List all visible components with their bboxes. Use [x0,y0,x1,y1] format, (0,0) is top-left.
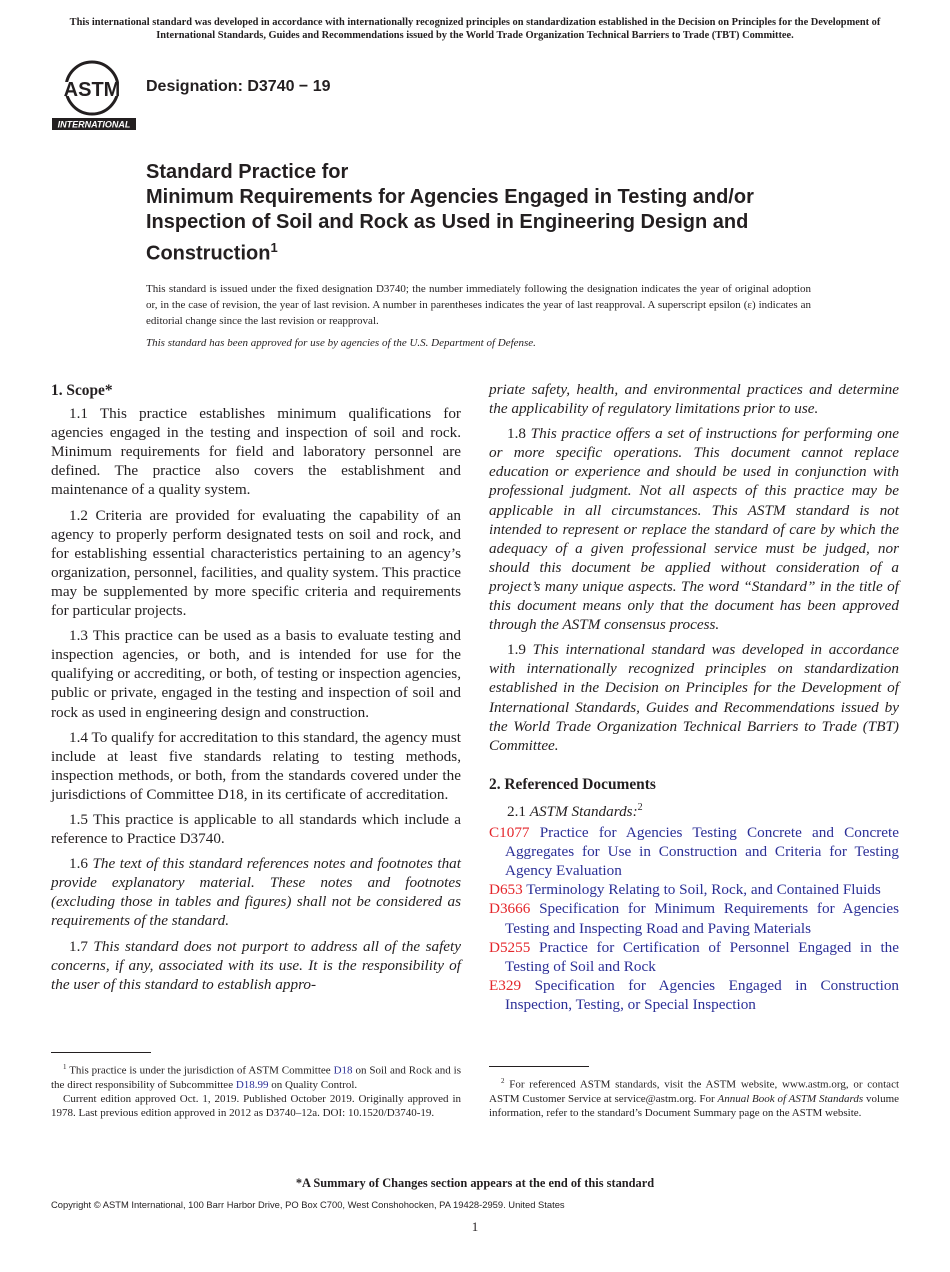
footnote-2-italic: Annual Book of ASTM Standards [717,1092,864,1105]
subcommittee-d18-99-link[interactable]: D18.99 [235,1078,269,1091]
section-1-4: 1.4 To qualify for accreditation to this standard, the agency must include at least five standards relating to testing methods, inspection methods, or both, from the standards covered under the jurisdictions of Committee D18, in its certificate of accreditation. [51,728,461,803]
logo-word: INTERNATIONAL [57,119,131,130]
title-line-1: Standard Practice for [146,161,349,183]
section-1-8 [489,424,899,634]
section-1-1: 1.1 This practice establishes minimum qualifications for agencies engaged in the testing and inspection of soil and rock. Minimum requirements for field and laboratory personnel are defined. The practice also covers the establishment and maintenance of a quality system. [51,405,461,499]
title-footnote-mark: 1 [270,240,278,255]
wto-notice: This international standard was developed in accordance with internationally recognized principles on standardization established in the Decision on Principles for the Development of International Standards, Guides and Recommendations issued by the World Trade Organization Technical Barriers to Trade (TBT) Committee. [69,17,881,41]
astm-logo-icon [52,54,136,134]
referenced-documents-heading: 2. Referenced Documents [489,775,656,793]
dod-notice: This standard has been approved for use by agencies of the U.S. Department of Defense. [146,337,536,349]
footnote-1-text-b: on Soil and Rock and is the direct responsibility of Subcommittee [51,1064,461,1091]
reference-code[interactable]: C1077 [489,824,530,842]
section-1-9-text: This international standard was developed in accordance with internationally recognized principles on standardization established in the Decision on Principles for the Development of International Standards, Guides and Recommendations issued by the World Trade Organization Technical Barriers to Trade (TBT) Committee. [489,641,899,754]
section-1-8-number: 1.8 [507,425,526,443]
section-1-5: 1.5 This practice is applicable to all standards which include a reference to Practice D3740. [51,810,461,848]
section-2-1 [489,798,899,821]
section-1-9 [489,640,899,755]
designation-preamble: This standard is issued under the fixed designation D3740; the number immediately following the designation indicates the year of original adoption or, in the case of revision, the year of last revision. A number in parentheses indicates the year of last reapproval. A superscript epsilon (ε) indicates an editorial change since the last revision or reapproval. [146,283,811,327]
reference-item[interactable] [489,899,899,937]
footnote-separator-right [489,1066,589,1067]
reference-title[interactable]: Practice for Agencies Testing Concrete and Concrete Aggregates for Use in Construction and Criteria for Testing Agency Evaluation [505,824,899,880]
logo-letters: ASTM [63,79,121,101]
summary-of-changes-notice: *A Summary of Changes section appears at the end of this standard [295,1176,655,1190]
footnote-2-text-b: volume information, refer to the standard’s Document Summary page on the ASTM website. [489,1092,900,1119]
title-line-2: Minimum Requirements for Agencies Engaged in Testing and/or Inspection of Soil and Rock as Used in Engineering Design and Construction [146,186,754,265]
scope-heading: 1. Scope* [51,382,113,399]
footnote-2-text-a: For referenced ASTM standards, visit the ASTM website, www.astm.org, or contact ASTM Customer Service at service@astm.org. For [489,1078,900,1105]
footnote-1 [51,1060,461,1120]
section-1-6-text: The text of this standard references notes and footnotes that provide explanatory material. These notes and footnotes (excluding those in tables and figures) shall not be considered as requirements of the standard. [51,855,461,930]
footnote-1-text-c: on Quality Control. [271,1078,358,1091]
reference-code[interactable]: D5255 [489,938,531,956]
reference-title[interactable]: Terminology Relating to Soil, Rock, and Contained Fluids [526,881,881,899]
footnote-2 [489,1074,899,1120]
page-number: 1 [471,1219,479,1234]
section-1-8-text: This practice offers a set of instructions for performing one or more specific operations. This document cannot replace education or experience and should be used in conjunction with professional judgment. Not all aspects of this practice may be applicable in all circumstances. This ASTM standard is not intended to represent or replace the standard of care by which the adequacy of a given professional service must be judged, nor should this document be applied without consideration of a project’s many unique aspects. The word “Standard” in the title of this document means only that the document has been approved through the ASTM consensus process. [489,425,900,634]
section-1-9-number: 1.9 [507,641,526,659]
footnote-1-mark: 1 [63,1063,67,1071]
left-column [51,381,461,1000]
section-1-2: 1.2 Criteria are provided for evaluating the capability of an agency to properly perform designated tests on soil and rock, and for establishing essential characteristics pertaining to an agency’s organization, personnel, facilities, and quality system. This practice may be supplemented by more specific criteria and requirements for particular projects. [51,506,461,620]
reference-item[interactable] [489,938,899,976]
reference-item[interactable] [489,823,899,880]
reference-title[interactable]: Specification for Agencies Engaged in Construction Inspection, Testing, or Special Inspection [505,976,900,1013]
reference-title[interactable]: Specification for Minimum Requirements for Agencies Testing and Inspecting Road and Paving Materials [505,900,900,937]
document-title [146,160,846,267]
right-column [489,380,899,1014]
section-1-7-part-2: priate safety, health, and environmental practices and determine the applicability of regulatory limitations prior to use. [489,381,899,418]
title-main [146,185,846,267]
footnote-2-mark: 2 [501,1077,505,1085]
section-1-7-text-left: This standard does not purport to address all of the safety concerns, if any, associated with its use. It is the responsibility of the user of this standard to establish appro- [51,937,462,993]
footnote-1-para-1 [51,1060,461,1092]
section-2-1-footnote-mark: 2 [637,801,643,813]
section-1-7-part-1 [51,937,461,994]
reference-code[interactable]: D3666 [489,900,531,918]
footnote-1-text-a: This practice is under the jurisdiction of ASTM Committee [69,1064,331,1077]
copyright: Copyright © ASTM International, 100 Barr Harbor Drive, PO Box C700, West Conshohocken, PA 19428-2959. United States [51,1199,565,1210]
section-1-6-number: 1.6 [69,855,88,873]
reference-code[interactable]: D653 [489,881,523,899]
designation: Designation: D3740 − 19 [146,78,331,95]
reference-code[interactable]: E329 [489,976,522,994]
section-2-1-text: ASTM Standards: [529,802,638,820]
section-1-3: 1.3 This practice can be used as a basis to evaluate testing and inspection agencies, or both, and is intended for use for the qualifying or accrediting, or both, of testing or inspection agencies, public or private, engaged in the testing and inspection of soil and rock as used in engineering design and construction. [51,627,461,721]
footnote-1-para-2: Current edition approved Oct. 1, 2019. Published October 2019. Originally approved in 1978. Last previous edition approved in 2012 as D3740–12a. DOI: 10.1520/D3740-19. [51,1092,461,1119]
section-1-7-number: 1.7 [69,937,88,955]
committee-d18-link[interactable]: D18 [333,1064,353,1077]
footnote-2-para [489,1074,899,1120]
reference-title[interactable]: Practice for Certification of Personnel Engaged in the Testing of Soil and Rock [505,938,899,975]
section-2-1-number: 2.1 [507,802,526,820]
reference-item[interactable] [489,880,899,899]
reference-item[interactable] [489,976,899,1014]
footnote-separator-left [51,1052,151,1053]
section-1-6 [51,854,461,930]
